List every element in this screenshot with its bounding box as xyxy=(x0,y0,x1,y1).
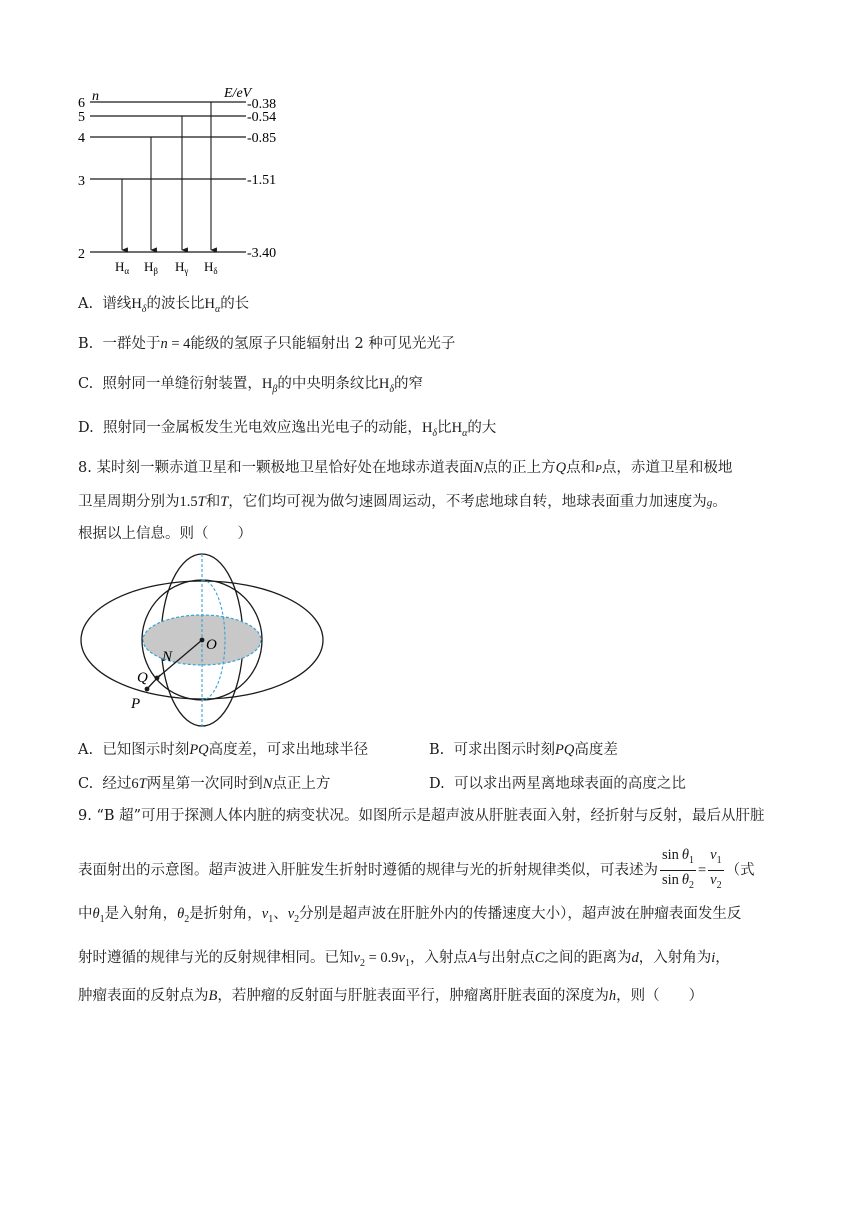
q8-option-d: D. 可以求出两星离地球表面的高度之比 xyxy=(429,776,686,792)
q9-stem-line-2: 表面射出的示意图。超声波进入肝脏发生折射时遵循的规律与光的折射规律类似，可表述为 $\frac{\sin \theta_1}{\sin \theta_2}$ = $\frac{v_1}{v_2}$ （式 xyxy=(78,846,755,895)
satellite-orbit-figure xyxy=(76,552,328,730)
refraction-formula-right: $\frac{v_1}{v_2}$ xyxy=(710,847,722,891)
n-label: n xyxy=(92,89,99,104)
e-label: E/eV xyxy=(224,86,252,101)
q9-stem-line-3: 中$\theta_1$是入射角，$\theta_2$是折射角，$v_1$、$v_2$分别是超声波在肝脏外内的传播速度大小），超声波在肿瘤表面发生反 xyxy=(78,906,742,925)
q8-option-a: A. 已知图示时刻PQ高度差，可求出地球半径 xyxy=(78,742,369,758)
point-p xyxy=(145,687,150,692)
line-label-beta: $H_\beta$ xyxy=(144,259,158,276)
label-n: N xyxy=(162,649,173,665)
refraction-formula-left: $\frac{\sin \theta_1}{\sin \theta_2}$ xyxy=(662,847,694,891)
q8-stem-line-2: 卫星周期分别为1.5T和T，它们均可视为做匀速圆周运动，不考虑地球自转，地球表面重力加速度为g。 xyxy=(78,494,727,510)
q8-stem-line-3: 根据以上信息。则（ ） xyxy=(78,526,252,542)
q8-option-c: C. 经过6T两星第一次同时到N点正上方 xyxy=(78,776,331,792)
level-e-6: -0.38 xyxy=(247,97,277,112)
q9-stem-line-5: 肿瘤表面的反射点为B，若肿瘤的反射面与肝脏表面平行，肿瘤离肝脏表面的深度为h，则（ ） xyxy=(78,988,704,1004)
level-n-2: 2 xyxy=(78,247,85,262)
label-p: P xyxy=(131,696,141,712)
q9-stem-line-4: 射时遵循的规律与光的反射规律相同。已知$v_2 = 0.9v_1$，入射点A与出射点C之间的距离为d，入射角为i， xyxy=(78,950,730,969)
energy-level-diagram xyxy=(70,80,300,280)
point-q xyxy=(155,676,160,681)
level-e-5: -0.54 xyxy=(247,110,277,125)
label-o: O xyxy=(206,637,217,653)
level-e-2: -3.40 xyxy=(247,246,277,261)
q7-option-a: A. 谱线$H_\delta$的波长比$H_\alpha$的长 xyxy=(78,296,250,315)
q8-stem-line-1: 8. 某时刻一颗赤道卫星和一颗极地卫星恰好处在地球赤道表面N点的正上方Q点和P点，赤道卫星和极地 xyxy=(78,460,733,476)
q7-option-c: C. 照射同一单缝衍射装置，$H_\beta$的中央明条纹比$H_\delta$的窄 xyxy=(78,376,424,395)
level-e-4: -0.85 xyxy=(247,131,277,146)
q7-option-d: D. 照射同一金属板发生光电效应逸出光电子的动能，$H_\delta$比$H_\alpha$的大 xyxy=(78,420,497,439)
label-q: Q xyxy=(137,670,148,686)
center-point-o xyxy=(200,638,205,643)
line-label-gamma: $H_\gamma$ xyxy=(175,259,189,276)
line-label-alpha: $H_\alpha$ xyxy=(115,259,130,276)
level-n-3: 3 xyxy=(78,174,85,189)
level-n-6: 6 xyxy=(78,96,85,111)
level-e-3: -1.51 xyxy=(247,173,277,188)
q7-option-b: B. 一群处于n = 4能级的氢原子只能辐射出 2 种可见光光子 xyxy=(78,336,456,352)
level-n-4: 4 xyxy=(78,131,85,146)
line-label-delta: $H_\delta$ xyxy=(204,259,218,276)
q9-stem-line-1: 9. “B 超”可用于探测人体内脏的病变状况。如图所示是超声波从肝脏表面入射，经折射与反射，最后从肝脏 xyxy=(78,808,765,824)
level-n-5: 5 xyxy=(78,110,85,125)
q8-option-b: B. 可求出图示时刻PQ高度差 xyxy=(429,742,618,758)
